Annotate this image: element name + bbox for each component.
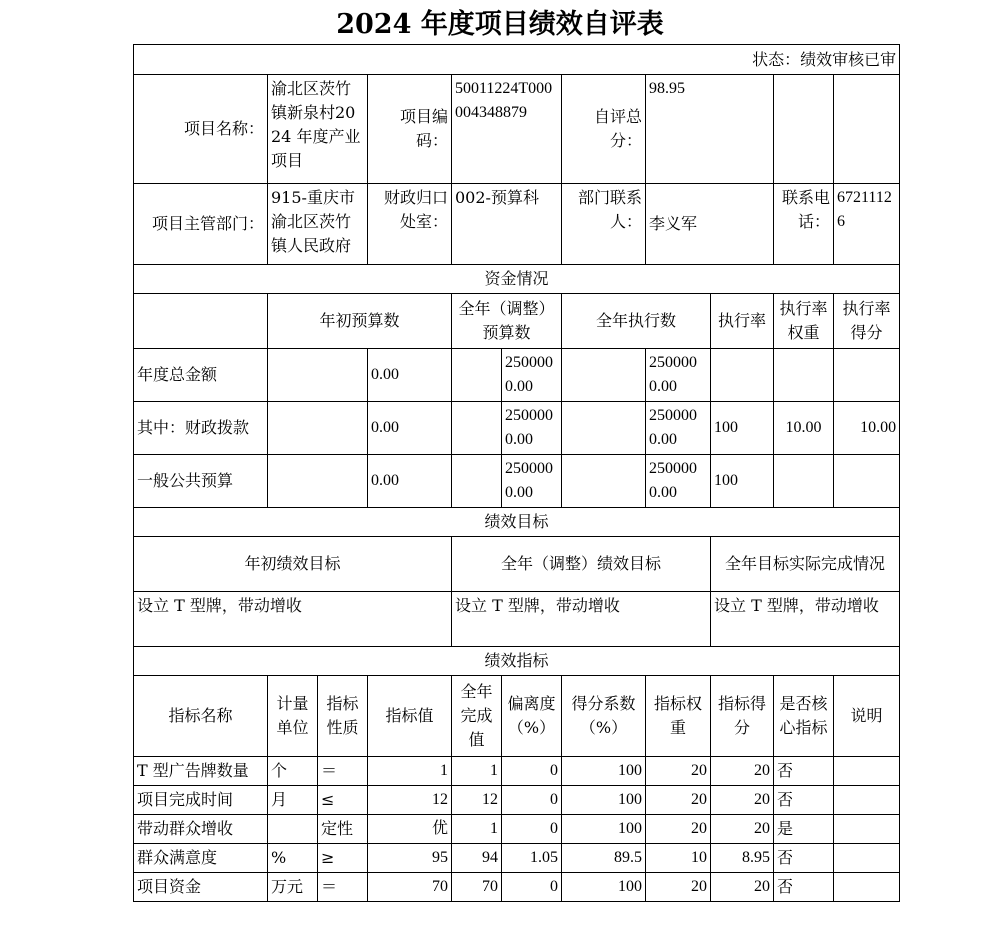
ind-coef: 100 [562, 815, 646, 844]
ind-actual: 1 [452, 815, 502, 844]
funds-weight [774, 349, 834, 402]
contact-value: 李义军 [646, 184, 774, 265]
funds-header-score: 执行率得分 [834, 294, 900, 349]
ind-header-weight: 指标权重 [646, 676, 711, 757]
funds-header-executed: 全年执行数 [562, 294, 711, 349]
ind-unit: 万元 [268, 873, 318, 902]
funds-executed: 2500000.00 [646, 455, 711, 508]
dept-value: 915-重庆市渝北区茨竹镇人民政府 [268, 184, 368, 265]
ind-actual: 1 [452, 757, 502, 786]
empty-cell [562, 402, 646, 455]
phone-label: 联系电话： [774, 184, 834, 265]
funds-score: 10.00 [834, 402, 900, 455]
ind-core: 否 [774, 757, 834, 786]
goal-initial: 设立 T 型牌，带动增收 [134, 592, 452, 647]
evaluation-table [133, 44, 900, 902]
empty-cell [452, 455, 502, 508]
project-code-value: 50011224T000004348879 [452, 75, 562, 184]
ind-unit: 月 [268, 786, 318, 815]
ind-weight: 20 [646, 873, 711, 902]
empty-cell [562, 455, 646, 508]
ind-deviation: 0 [502, 873, 562, 902]
table-row [134, 873, 900, 902]
ind-header-target: 指标值 [368, 676, 452, 757]
ind-coef: 100 [562, 757, 646, 786]
project-code-label: 项目编码： [368, 75, 452, 184]
ind-core: 否 [774, 873, 834, 902]
funds-row [134, 349, 900, 402]
ind-target: 95 [368, 844, 452, 873]
ind-target: 70 [368, 873, 452, 902]
self-score-value: 98.95 [646, 75, 774, 184]
empty-cell [774, 75, 834, 184]
goals-header-actual: 全年目标实际完成情况 [711, 537, 900, 592]
status-text: 状态：绩效审核已审 [134, 45, 900, 75]
ind-core: 否 [774, 844, 834, 873]
funds-section-title: 资金情况 [134, 265, 900, 294]
ind-core: 否 [774, 786, 834, 815]
funds-executed: 2500000.00 [646, 402, 711, 455]
funds-row-label: 其中：财政拨款 [134, 402, 268, 455]
ind-weight: 20 [646, 815, 711, 844]
empty-cell [268, 349, 368, 402]
ind-target: 12 [368, 786, 452, 815]
ind-target: 1 [368, 757, 452, 786]
ind-actual: 70 [452, 873, 502, 902]
ind-name: 项目完成时间 [134, 786, 268, 815]
indicators-section-title: 绩效指标 [134, 647, 900, 676]
funds-header-rate: 执行率 [711, 294, 774, 349]
ind-deviation: 1.05 [502, 844, 562, 873]
ind-header-core: 是否核心指标 [774, 676, 834, 757]
ind-score: 20 [711, 757, 774, 786]
ind-actual: 94 [452, 844, 502, 873]
ind-note [834, 757, 900, 786]
ind-weight: 10 [646, 844, 711, 873]
ind-header-unit: 计量单位 [268, 676, 318, 757]
ind-note [834, 873, 900, 902]
ind-weight: 20 [646, 786, 711, 815]
ind-weight: 20 [646, 757, 711, 786]
ind-unit [268, 815, 318, 844]
funds-row [134, 402, 900, 455]
funds-header-weight: 执行率权重 [774, 294, 834, 349]
project-name-label: 项目名称： [134, 75, 268, 184]
funds-header-initial: 年初预算数 [268, 294, 452, 349]
ind-nature: ≤ [318, 786, 368, 815]
phone-value: 67211126 [834, 184, 900, 265]
ind-nature: ≥ [318, 844, 368, 873]
ind-name: 项目资金 [134, 873, 268, 902]
funds-rate: 100 [711, 402, 774, 455]
funds-adjusted: 2500000.00 [502, 402, 562, 455]
ind-name: T 型广告牌数量 [134, 757, 268, 786]
ind-header-actual: 全年完成值 [452, 676, 502, 757]
funds-initial: 0.00 [368, 402, 452, 455]
funds-header-adjusted: 全年（调整）预算数 [452, 294, 562, 349]
empty-cell [134, 294, 268, 349]
funds-weight [774, 455, 834, 508]
finance-label: 财政归口处室： [368, 184, 452, 265]
funds-rate [711, 349, 774, 402]
ind-actual: 12 [452, 786, 502, 815]
empty-cell [834, 75, 900, 184]
ind-coef: 100 [562, 786, 646, 815]
ind-core: 是 [774, 815, 834, 844]
ind-header-deviation: 偏离度（%） [502, 676, 562, 757]
ind-deviation: 0 [502, 815, 562, 844]
self-score-label: 自评总分： [562, 75, 646, 184]
empty-cell [268, 402, 368, 455]
funds-score [834, 455, 900, 508]
ind-name: 带动群众增收 [134, 815, 268, 844]
finance-value: 002-预算科 [452, 184, 562, 265]
table-row [134, 815, 900, 844]
goals-header-initial: 年初绩效目标 [134, 537, 452, 592]
ind-score: 20 [711, 815, 774, 844]
table-row [134, 757, 900, 786]
ind-note [834, 844, 900, 873]
ind-target: 优 [368, 815, 452, 844]
ind-note [834, 815, 900, 844]
goals-header-adjusted: 全年（调整）绩效目标 [452, 537, 711, 592]
ind-header-nature: 指标性质 [318, 676, 368, 757]
ind-header-score: 指标得分 [711, 676, 774, 757]
ind-name: 群众满意度 [134, 844, 268, 873]
funds-row-label: 年度总金额 [134, 349, 268, 402]
empty-cell [452, 349, 502, 402]
ind-header-coef: 得分系数（%） [562, 676, 646, 757]
funds-row [134, 455, 900, 508]
funds-initial: 0.00 [368, 455, 452, 508]
ind-nature: 定性 [318, 815, 368, 844]
project-name-value: 渝北区茨竹镇新泉村2024 年度产业项目 [268, 75, 368, 184]
empty-cell [452, 402, 502, 455]
ind-deviation: 0 [502, 757, 562, 786]
contact-label: 部门联系人： [562, 184, 646, 265]
ind-score: 8.95 [711, 844, 774, 873]
table-row [134, 786, 900, 815]
ind-deviation: 0 [502, 786, 562, 815]
ind-nature: ＝ [318, 757, 368, 786]
funds-initial: 0.00 [368, 349, 452, 402]
goal-adjusted: 设立 T 型牌，带动增收 [452, 592, 711, 647]
ind-coef: 89.5 [562, 844, 646, 873]
funds-weight: 10.00 [774, 402, 834, 455]
ind-score: 20 [711, 873, 774, 902]
funds-executed: 2500000.00 [646, 349, 711, 402]
funds-adjusted: 2500000.00 [502, 455, 562, 508]
empty-cell [562, 349, 646, 402]
funds-adjusted: 2500000.00 [502, 349, 562, 402]
dept-label: 项目主管部门： [134, 184, 268, 265]
ind-note [834, 786, 900, 815]
ind-unit: 个 [268, 757, 318, 786]
ind-coef: 100 [562, 873, 646, 902]
ind-nature: ＝ [318, 873, 368, 902]
empty-cell [268, 455, 368, 508]
ind-header-note: 说明 [834, 676, 900, 757]
ind-header-name: 指标名称 [134, 676, 268, 757]
goal-actual: 设立 T 型牌，带动增收 [711, 592, 900, 647]
goals-section-title: 绩效目标 [134, 508, 900, 537]
ind-score: 20 [711, 786, 774, 815]
funds-score [834, 349, 900, 402]
funds-rate: 100 [711, 455, 774, 508]
ind-unit: % [268, 844, 318, 873]
page-title: 2024 年度项目绩效自评表 [336, 9, 664, 40]
table-row [134, 844, 900, 873]
funds-row-label: 一般公共预算 [134, 455, 268, 508]
